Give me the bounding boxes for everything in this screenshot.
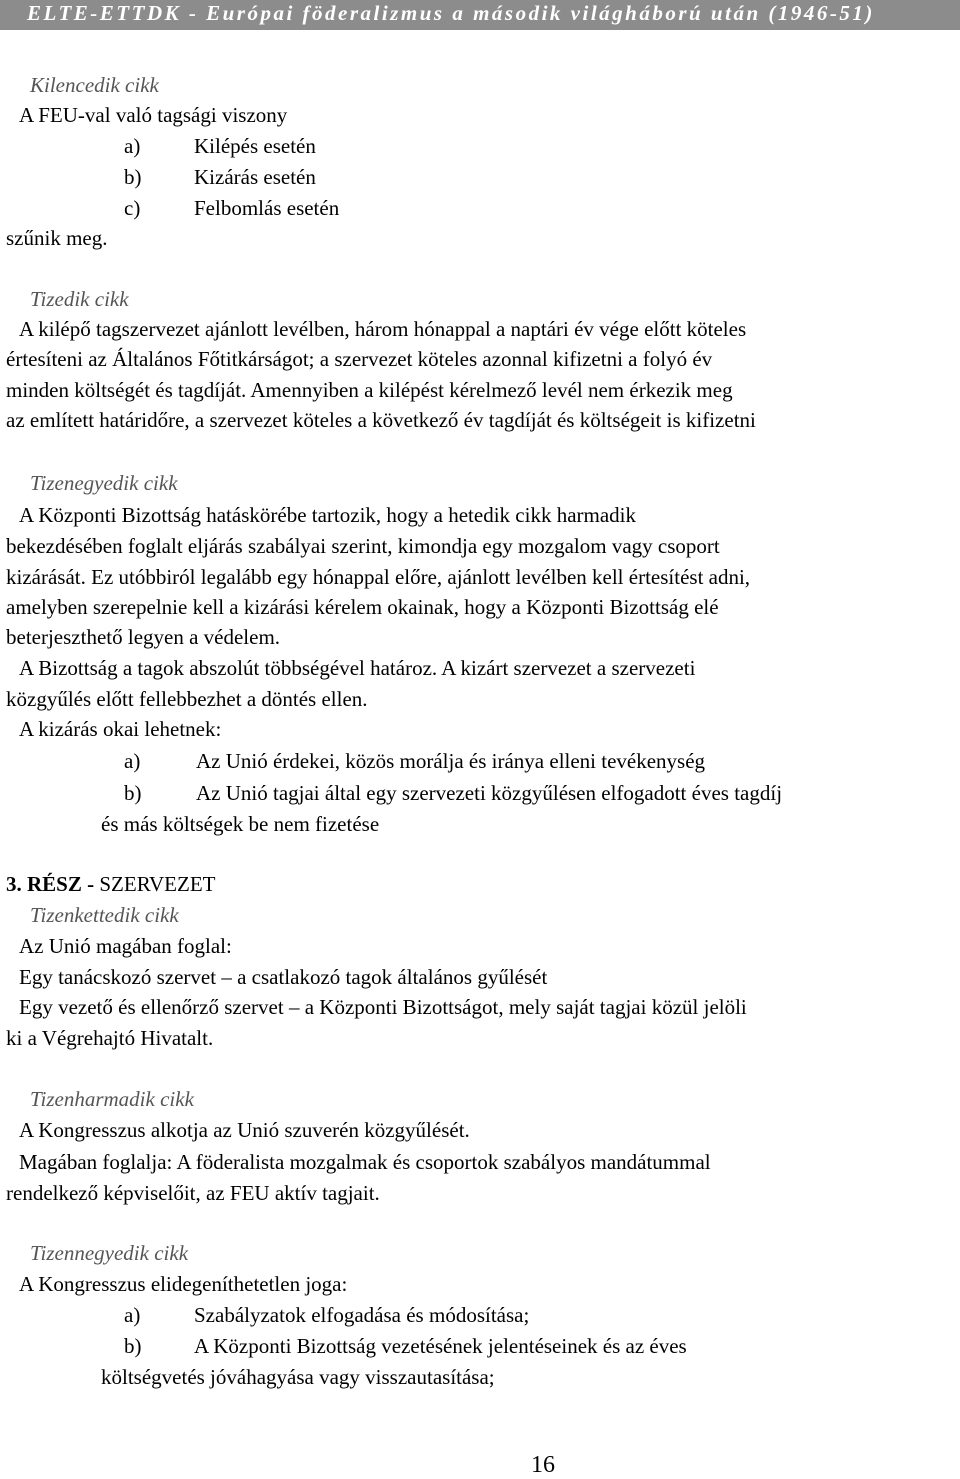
list-marker: a): [124, 749, 141, 773]
page-header-bar: [0, 0, 960, 30]
list-marker: c): [124, 196, 141, 220]
section-9-closing: szűnik meg.: [6, 226, 108, 250]
list-marker: a): [124, 1303, 141, 1327]
paragraph-line: Az Unió magában foglal:: [19, 934, 232, 958]
section-9-intro: A FEU-val való tagsági viszony: [19, 103, 288, 127]
paragraph-line: A Bizottság a tagok abszolút többségével határoz. A kizárt szervezet a szervezeti: [19, 656, 696, 680]
paragraph-line: A Kongresszus alkotja az Unió szuverén közgyűlését.: [19, 1118, 470, 1142]
list-item: A Központi Bizottság vezetésének jelentéseinek és az éves: [194, 1334, 687, 1358]
section-11-heading: Tizenegyedik cikk: [30, 471, 178, 495]
list-marker: b): [124, 1334, 142, 1358]
paragraph-line: minden költségét és tagdíját. Amennyiben a kilépést kérelmező levél nem érkezik meg: [6, 378, 733, 402]
list-item: Az Unió érdekei, közös morálja és iránya elleni tevékenység: [196, 749, 706, 773]
paragraph-line: A kilépő tagszervezet ajánlott levélben, három hónappal a naptári év vége előtt köteles: [19, 317, 747, 341]
paragraph-line: bekezdésében foglalt eljárás szabályai szerint, kimondja egy mozgalom vagy csoport: [6, 534, 720, 558]
paragraph-line: rendelkező képviselőit, az FEU aktív tagjait.: [6, 1181, 380, 1205]
paragraph-line: értesíteni az Általános Főtitkárságot; a szervezet köteles azonnal kifizetni a folyó év: [6, 347, 713, 371]
paragraph-line: Magában foglalja: A föderalista mozgalmak és csoportok szabályos mandátummal: [19, 1150, 711, 1174]
list-item-continuation: és más költségek be nem fizetése: [101, 812, 380, 836]
paragraph-line: A kizárás okai lehetnek:: [19, 717, 222, 741]
paragraph-line: Egy vezető és ellenőrző szervet – a Központi Bizottságot, mely saját tagjai közül jelöli: [19, 995, 747, 1019]
list-marker: b): [124, 781, 142, 805]
part-number: 3.: [6, 872, 22, 896]
paragraph-line: amelyben szerepelnie kell a kizárási kérelem okainak, hogy a Központi Bizottság elé: [6, 595, 719, 619]
list-item: Kizárás esetén: [194, 165, 316, 189]
section-12-heading: Tizenkettedik cikk: [30, 903, 179, 927]
paragraph-line: kizárását. Ez utóbbiról legalább egy hónappal előre, ajánlott levélben kell értesítést adni,: [6, 565, 751, 589]
list-marker: b): [124, 165, 142, 189]
paragraph-line: közgyűlés előtt fellebbezhet a döntés ellen.: [6, 687, 368, 711]
part-label: RÉSZ -: [27, 872, 95, 896]
list-marker: a): [124, 134, 141, 158]
paragraph-line: Egy tanácskozó szervet – a csatlakozó tagok általános gyűlését: [19, 965, 548, 989]
page-number: 16: [531, 1452, 555, 1478]
part-heading: [6, 871, 216, 897]
section-13-heading: Tizenharmadik cikk: [30, 1087, 194, 1111]
paragraph-line: A Központi Bizottság hatáskörébe tartozik, hogy a hetedik cikk harmadik: [19, 503, 636, 527]
paragraph-line: ki a Végrehajtó Hivatalt.: [6, 1026, 214, 1050]
page-header-title: ELTE-ETTDK - Európai föderalizmus a második világháború után (1946-51): [27, 1, 875, 25]
paragraph-line: beterjeszthető legyen a védelem.: [6, 625, 281, 649]
part-title: SZERVEZET: [99, 872, 216, 896]
paragraph-line: az említett határidőre, a szervezet köteles a következő év tagdíját és költségeit is kifizetni: [6, 408, 756, 432]
list-item: Kilépés esetén: [194, 134, 316, 158]
list-item: Az Unió tagjai által egy szervezeti közgyűlésen elfogadott éves tagdíj: [196, 781, 783, 805]
section-14-heading: Tizennegyedik cikk: [30, 1241, 189, 1265]
section-14-intro: A Kongresszus elidegeníthetetlen joga:: [19, 1272, 348, 1296]
list-item: Felbomlás esetén: [194, 196, 340, 220]
section-10-heading: Tizedik cikk: [30, 287, 129, 311]
section-9-heading: Kilencedik cikk: [30, 73, 159, 97]
list-item-continuation: költségvetés jóváhagyása vagy visszautasítása;: [101, 1365, 495, 1389]
list-item: Szabályzatok elfogadása és módosítása;: [194, 1303, 530, 1327]
